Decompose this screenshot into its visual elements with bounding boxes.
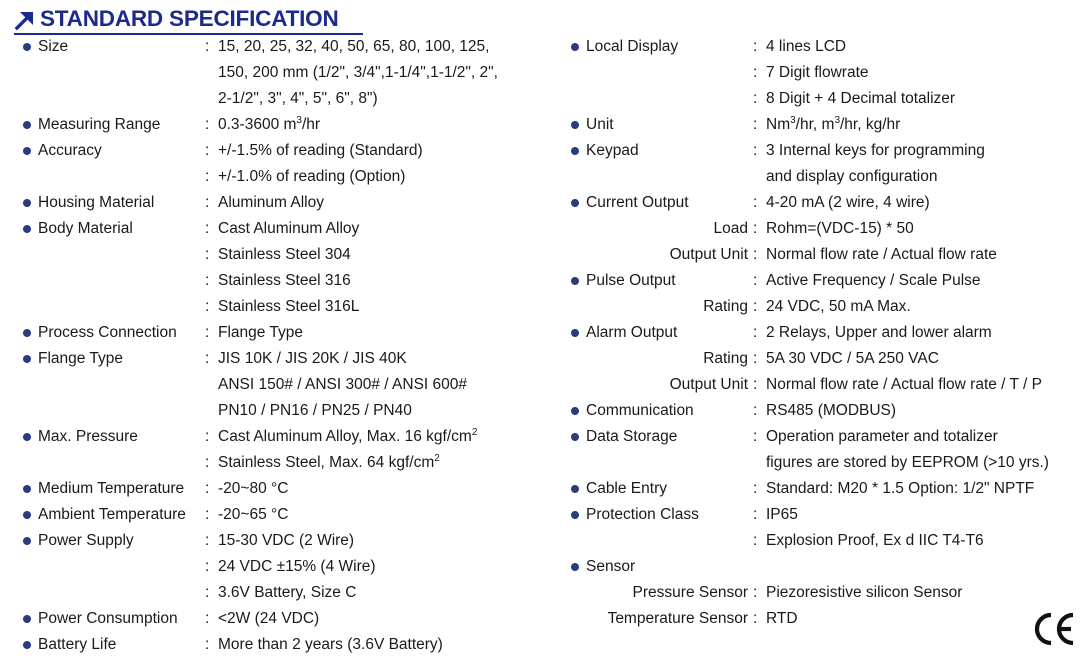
spec-label: Power Consumption bbox=[38, 610, 178, 627]
spec-value: Explosion Proof, Ex d IIC T4-T6 bbox=[766, 532, 984, 549]
colon-separator: : bbox=[205, 532, 210, 549]
spec-label: Communication bbox=[586, 402, 694, 419]
bullet-dot-icon bbox=[571, 121, 579, 129]
colon-separator: : bbox=[205, 636, 210, 653]
bullet-dot-icon bbox=[23, 537, 31, 545]
spec-value: 5A 30 VDC / 5A 250 VAC bbox=[766, 350, 939, 367]
spec-label: Power Supply bbox=[38, 532, 134, 549]
section-title: STANDARD SPECIFICATION bbox=[40, 6, 339, 31]
bullet-dot-icon bbox=[23, 43, 31, 51]
spec-label: Sensor bbox=[586, 558, 636, 575]
colon-separator: : bbox=[205, 428, 210, 445]
spec-sublabel: Pressure Sensor bbox=[632, 584, 748, 601]
spec-value: figures are stored by EEPROM (>10 yrs.) bbox=[766, 454, 1049, 471]
spec-row bbox=[0, 632, 540, 658]
spec-row bbox=[548, 320, 1087, 346]
spec-row bbox=[0, 34, 540, 60]
spec-row bbox=[548, 86, 1087, 112]
spec-value: Rohm=(VDC-15) * 50 bbox=[766, 220, 914, 237]
spec-row bbox=[548, 164, 1087, 190]
spec-value: 15-30 VDC (2 Wire) bbox=[218, 532, 355, 549]
spec-value: RS485 (MODBUS) bbox=[766, 402, 897, 419]
left-spec-column bbox=[0, 34, 540, 658]
spec-value: -20~65 °C bbox=[218, 506, 289, 523]
bullet-dot-icon bbox=[571, 433, 579, 441]
spec-row bbox=[548, 294, 1087, 320]
spec-row bbox=[0, 554, 540, 580]
bullet-dot-icon bbox=[23, 355, 31, 363]
spec-value: Active Frequency / Scale Pulse bbox=[766, 272, 981, 289]
bullet-dot-icon bbox=[23, 147, 31, 155]
spec-sublabel: Rating bbox=[703, 350, 748, 367]
spec-sublabel: Rating bbox=[703, 298, 748, 315]
spec-row bbox=[0, 60, 540, 86]
spec-row bbox=[0, 528, 540, 554]
spec-label: Accuracy bbox=[38, 142, 102, 159]
spec-value: PN10 / PN16 / PN25 / PN40 bbox=[218, 402, 412, 419]
arrow-up-right-icon bbox=[14, 9, 36, 31]
spec-row bbox=[548, 372, 1087, 398]
colon-separator: : bbox=[753, 350, 758, 367]
colon-separator: : bbox=[205, 220, 210, 237]
spec-value: Nm$^3$/hr, $m^3/hr$, kg/hr bbox=[766, 115, 901, 133]
spec-row bbox=[548, 216, 1087, 242]
spec-row bbox=[548, 190, 1087, 216]
spec-label: Body Material bbox=[38, 220, 133, 237]
spec-label: Pulse Output bbox=[586, 272, 676, 289]
spec-row bbox=[548, 450, 1087, 476]
spec-value: Stainless Steel 304 bbox=[218, 246, 351, 263]
bullet-dot-icon bbox=[571, 199, 579, 207]
spec-value: +/-1.5% of reading (Standard) bbox=[218, 142, 423, 159]
spec-row bbox=[0, 424, 540, 450]
colon-separator: : bbox=[753, 38, 758, 55]
colon-separator: : bbox=[205, 584, 210, 601]
spec-label: Housing Material bbox=[38, 194, 155, 211]
spec-row bbox=[0, 138, 540, 164]
spec-row bbox=[0, 112, 540, 138]
colon-separator: : bbox=[753, 506, 758, 523]
spec-value: 150, 200 mm (1/2", 3/4",1-1/4",1-1/2", 2", bbox=[218, 64, 498, 81]
spec-row bbox=[0, 268, 540, 294]
spec-value: and display configuration bbox=[766, 168, 938, 185]
colon-separator: : bbox=[753, 610, 758, 627]
spec-row bbox=[548, 580, 1087, 606]
spec-value: +/-1.0% of reading (Option) bbox=[218, 168, 406, 185]
bullet-dot-icon bbox=[23, 511, 31, 519]
spec-value: Stainless Steel 316L bbox=[218, 298, 360, 315]
bullet-dot-icon bbox=[23, 199, 31, 207]
spec-label: Max. Pressure bbox=[38, 428, 138, 445]
spec-value: 3 Internal keys for programming bbox=[766, 142, 985, 159]
spec-value: 2 Relays, Upper and lower alarm bbox=[766, 324, 992, 341]
spec-value: 24 VDC ±15% (4 Wire) bbox=[218, 558, 376, 575]
colon-separator: : bbox=[205, 168, 210, 185]
spec-row bbox=[0, 606, 540, 632]
spec-value: Stainless Steel 316 bbox=[218, 272, 351, 289]
colon-separator: : bbox=[205, 194, 210, 211]
spec-label: Flange Type bbox=[38, 350, 124, 367]
bullet-dot-icon bbox=[23, 641, 31, 649]
spec-sublabel: Load bbox=[713, 220, 748, 237]
spec-row bbox=[0, 164, 540, 190]
bullet-dot-icon bbox=[23, 121, 31, 129]
spec-label: Data Storage bbox=[586, 428, 678, 445]
spec-row bbox=[548, 268, 1087, 294]
spec-row bbox=[548, 502, 1087, 528]
spec-label: Measuring Range bbox=[38, 116, 161, 133]
bullet-dot-icon bbox=[571, 407, 579, 415]
spec-label: Protection Class bbox=[586, 506, 699, 523]
colon-separator: : bbox=[753, 584, 758, 601]
colon-separator: : bbox=[205, 324, 210, 341]
spec-value: JIS 10K / JIS 20K / JIS 40K bbox=[218, 350, 407, 367]
spec-row bbox=[0, 320, 540, 346]
spec-label: Keypad bbox=[586, 142, 639, 159]
spec-row bbox=[548, 112, 1087, 138]
colon-separator: : bbox=[753, 90, 758, 107]
colon-separator: : bbox=[753, 116, 758, 133]
spec-row bbox=[0, 216, 540, 242]
spec-label: Size bbox=[38, 38, 69, 55]
colon-separator: : bbox=[753, 480, 758, 497]
colon-separator: : bbox=[753, 194, 758, 211]
spec-label: Cable Entry bbox=[586, 480, 667, 497]
colon-separator: : bbox=[753, 532, 758, 549]
spec-value: Normal flow rate / Actual flow rate bbox=[766, 246, 997, 263]
spec-label: Battery Life bbox=[38, 636, 117, 653]
bullet-dot-icon bbox=[571, 43, 579, 51]
spec-value: 24 VDC, 50 mA Max. bbox=[766, 298, 911, 315]
spec-label: Ambient Temperature bbox=[38, 506, 186, 523]
colon-separator: : bbox=[205, 506, 210, 523]
colon-separator: : bbox=[753, 220, 758, 237]
spec-row bbox=[548, 138, 1087, 164]
spec-row bbox=[548, 34, 1087, 60]
right-spec-column bbox=[548, 34, 1087, 632]
colon-separator: : bbox=[753, 324, 758, 341]
colon-separator: : bbox=[205, 454, 210, 471]
spec-value: Cast Aluminum Alloy bbox=[218, 220, 360, 237]
ce-mark-icon bbox=[1031, 609, 1077, 649]
spec-value: 4-20 mA (2 wire, 4 wire) bbox=[766, 194, 930, 211]
spec-value: <2W (24 VDC) bbox=[218, 610, 320, 627]
spec-value: 8 Digit + 4 Decimal totalizer bbox=[766, 90, 956, 107]
spec-label: Unit bbox=[586, 116, 614, 133]
bullet-dot-icon bbox=[571, 147, 579, 155]
spec-sublabel: Temperature Sensor bbox=[607, 610, 748, 627]
spec-value: 0.3-3600 $m^3/hr$ bbox=[218, 115, 321, 133]
colon-separator: : bbox=[753, 298, 758, 315]
spec-row bbox=[548, 398, 1087, 424]
spec-row bbox=[0, 294, 540, 320]
spec-value: RTD bbox=[766, 610, 798, 627]
colon-separator: : bbox=[753, 64, 758, 81]
spec-value: More than 2 years (3.6V Battery) bbox=[218, 636, 443, 653]
spec-row bbox=[548, 606, 1087, 632]
spec-value: Flange Type bbox=[218, 324, 304, 341]
spec-value: -20~80 °C bbox=[218, 480, 289, 497]
spec-sublabel: Output Unit bbox=[669, 246, 748, 263]
spec-row bbox=[548, 242, 1087, 268]
spec-value: 7 Digit flowrate bbox=[766, 64, 869, 81]
colon-separator: : bbox=[753, 428, 758, 445]
spec-row bbox=[548, 554, 1087, 580]
spec-sublabel: Output Unit bbox=[669, 376, 748, 393]
spec-value: Cast Aluminum Alloy, Max. 16 kgf/$cm^2$ bbox=[218, 427, 478, 445]
bullet-dot-icon bbox=[23, 225, 31, 233]
spec-row bbox=[0, 450, 540, 476]
spec-row bbox=[0, 580, 540, 606]
spec-label: Local Display bbox=[586, 38, 679, 55]
bullet-dot-icon bbox=[23, 615, 31, 623]
spec-row bbox=[0, 346, 540, 372]
spec-value: Operation parameter and totalizer bbox=[766, 428, 998, 445]
section-heading bbox=[14, 6, 363, 35]
spec-value: IP65 bbox=[766, 506, 798, 523]
bullet-dot-icon bbox=[23, 329, 31, 337]
colon-separator: : bbox=[753, 376, 758, 393]
spec-row bbox=[0, 398, 540, 424]
spec-row bbox=[0, 190, 540, 216]
bullet-dot-icon bbox=[571, 277, 579, 285]
colon-separator: : bbox=[753, 402, 758, 419]
spec-row bbox=[0, 502, 540, 528]
spec-row bbox=[0, 372, 540, 398]
colon-separator: : bbox=[205, 298, 210, 315]
bullet-dot-icon bbox=[571, 563, 579, 571]
spec-row bbox=[548, 346, 1087, 372]
spec-row bbox=[548, 528, 1087, 554]
spec-value: 15, 20, 25, 32, 40, 50, 65, 80, 100, 125, bbox=[218, 38, 490, 55]
spec-value: Aluminum Alloy bbox=[218, 194, 324, 211]
spec-value: Normal flow rate / Actual flow rate / T / P bbox=[766, 376, 1042, 393]
colon-separator: : bbox=[205, 272, 210, 289]
colon-separator: : bbox=[753, 272, 758, 289]
spec-value: Piezoresistive silicon Sensor bbox=[766, 584, 963, 601]
colon-separator: : bbox=[205, 350, 210, 367]
spec-value: 2-1/2", 3", 4", 5", 6", 8") bbox=[218, 90, 378, 107]
spec-row bbox=[548, 60, 1087, 86]
spec-row bbox=[0, 476, 540, 502]
spec-value: ANSI 150# / ANSI 300# / ANSI 600# bbox=[218, 376, 468, 393]
colon-separator: : bbox=[205, 480, 210, 497]
bullet-dot-icon bbox=[571, 329, 579, 337]
spec-value: 4 lines LCD bbox=[766, 38, 847, 55]
spec-row bbox=[0, 242, 540, 268]
spec-value: Stainless Steel, Max. 64 kgf/$cm^2$ bbox=[218, 453, 440, 471]
spec-value: Standard: M20 * 1.5 Option: 1/2" NPTF bbox=[766, 480, 1035, 497]
colon-separator: : bbox=[753, 142, 758, 159]
spec-label: Current Output bbox=[586, 194, 689, 211]
colon-separator: : bbox=[205, 558, 210, 575]
colon-separator: : bbox=[205, 116, 210, 133]
spec-row bbox=[548, 424, 1087, 450]
bullet-dot-icon bbox=[571, 511, 579, 519]
spec-label: Process Connection bbox=[38, 324, 177, 341]
bullet-dot-icon bbox=[571, 485, 579, 493]
colon-separator: : bbox=[205, 38, 210, 55]
colon-separator: : bbox=[205, 142, 210, 159]
spec-value: 3.6V Battery, Size C bbox=[218, 584, 357, 601]
colon-separator: : bbox=[205, 246, 210, 263]
bullet-dot-icon bbox=[23, 485, 31, 493]
colon-separator: : bbox=[753, 246, 758, 263]
spec-row bbox=[548, 476, 1087, 502]
spec-label: Alarm Output bbox=[586, 324, 678, 341]
spec-label: Medium Temperature bbox=[38, 480, 185, 497]
colon-separator: : bbox=[205, 610, 210, 627]
spec-row bbox=[0, 86, 540, 112]
bullet-dot-icon bbox=[23, 433, 31, 441]
